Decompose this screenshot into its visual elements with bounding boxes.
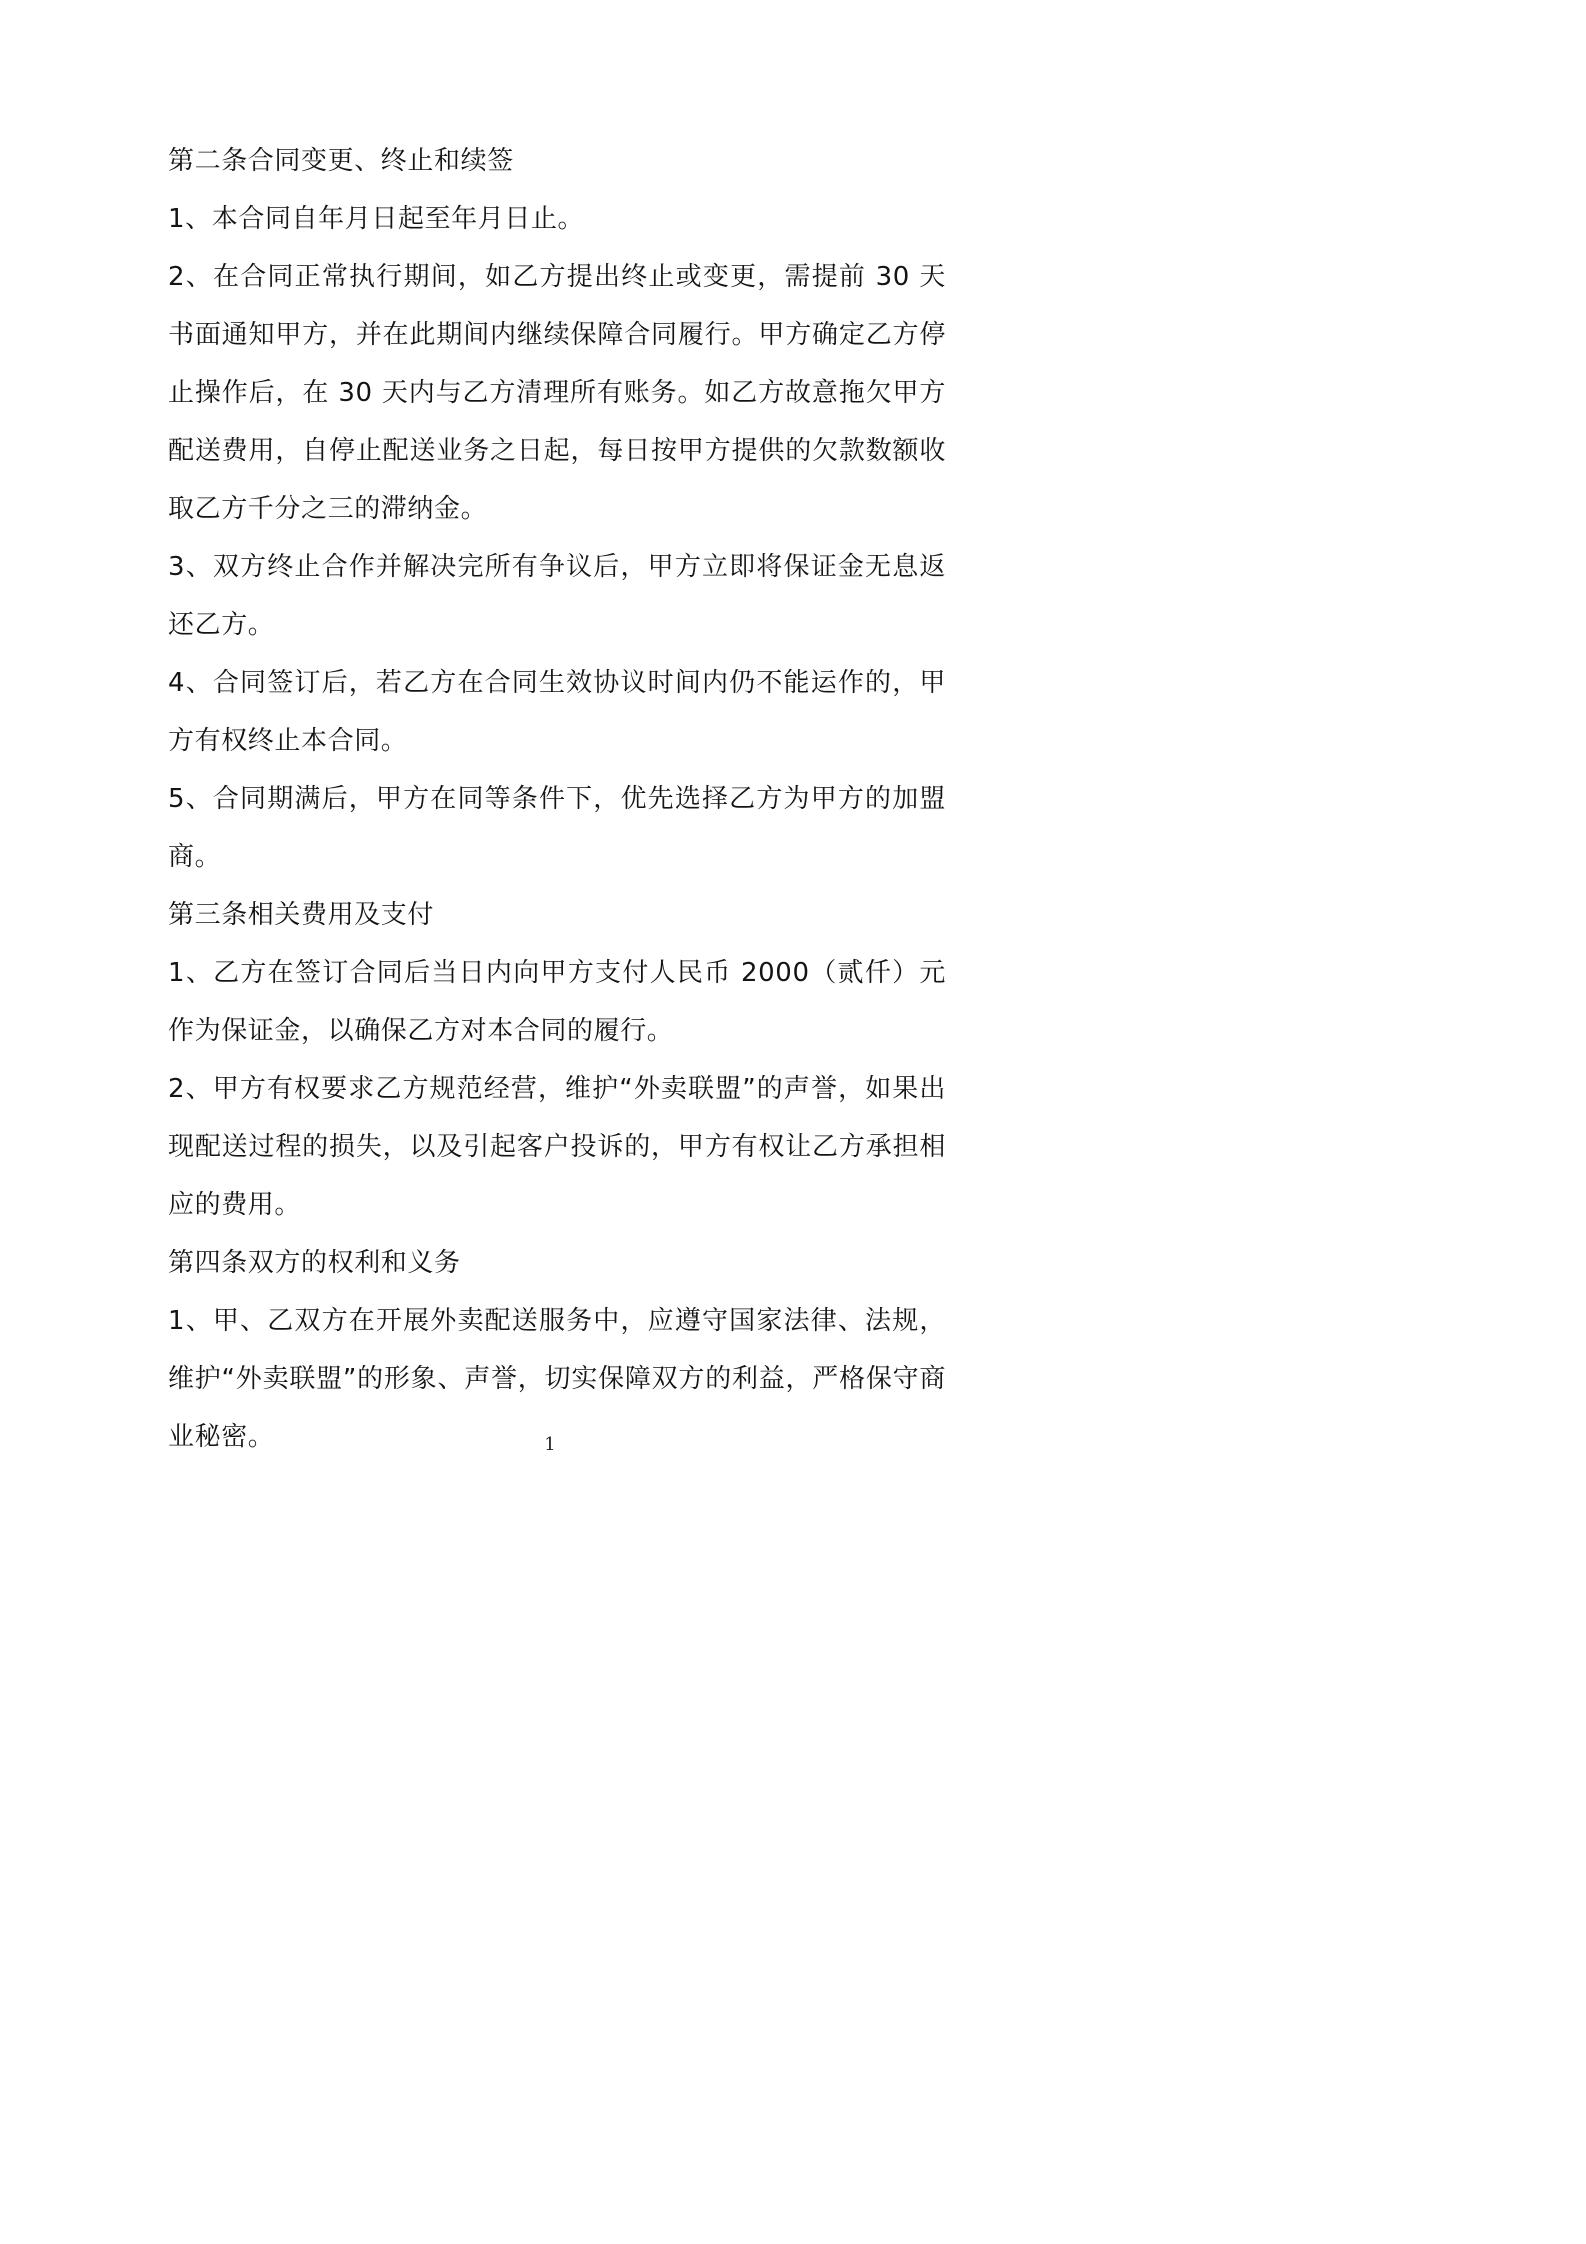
document-page <box>0 0 1100 1556</box>
clause-2-2: 2、在合同正常执行期间，如乙方提出终止或变更，需提前 30 天书面通知甲方，并在此期间内继续保障合同履行。甲方确定乙方停止操作后，在 30 天内与乙方清理所有账务。如乙方故意拖欠甲方配送费用，自停止配送业务之日起，每日按甲方提供的欠款数额收取乙方千分之三的滞纳金。 <box>168 262 946 524</box>
clause-2-3: 3、双方终止合作并解决完所有争议后，甲方立即将保证金无息返还乙方。 <box>168 552 946 640</box>
document-body <box>168 132 946 1466</box>
section-heading-4: 第四条双方的权利和义务 <box>168 1248 461 1278</box>
clause-3-1: 1、乙方在签订合同后当日内向甲方支付人民币 2000（贰仟）元作为保证金，以确保乙方对本合同的履行。 <box>168 958 946 1046</box>
clause-2-1: 1、本合同自年月日起至年月日止。 <box>168 204 585 234</box>
page-number: 1 <box>544 1434 556 1455</box>
clause-4-1: 1、甲、乙双方在开展外卖配送服务中，应遵守国家法律、法规，维护“外卖联盟”的形象、声誉，切实保障双方的利益，严格保守商业秘密。 <box>168 1306 946 1452</box>
clause-2-5: 5、合同期满后，甲方在同等条件下，优先选择乙方为甲方的加盟商。 <box>168 784 946 872</box>
section-heading-3: 第三条相关费用及支付 <box>168 900 435 930</box>
clause-3-2: 2、甲方有权要求乙方规范经营，维护“外卖联盟”的声誉，如果出现配送过程的损失，以及引起客户投诉的，甲方有权让乙方承担相应的费用。 <box>168 1074 946 1220</box>
clause-2-4: 4、合同签订后，若乙方在合同生效协议时间内仍不能运作的，甲方有权终止本合同。 <box>168 668 946 756</box>
section-heading-2: 第二条合同变更、终止和续签 <box>168 146 514 176</box>
